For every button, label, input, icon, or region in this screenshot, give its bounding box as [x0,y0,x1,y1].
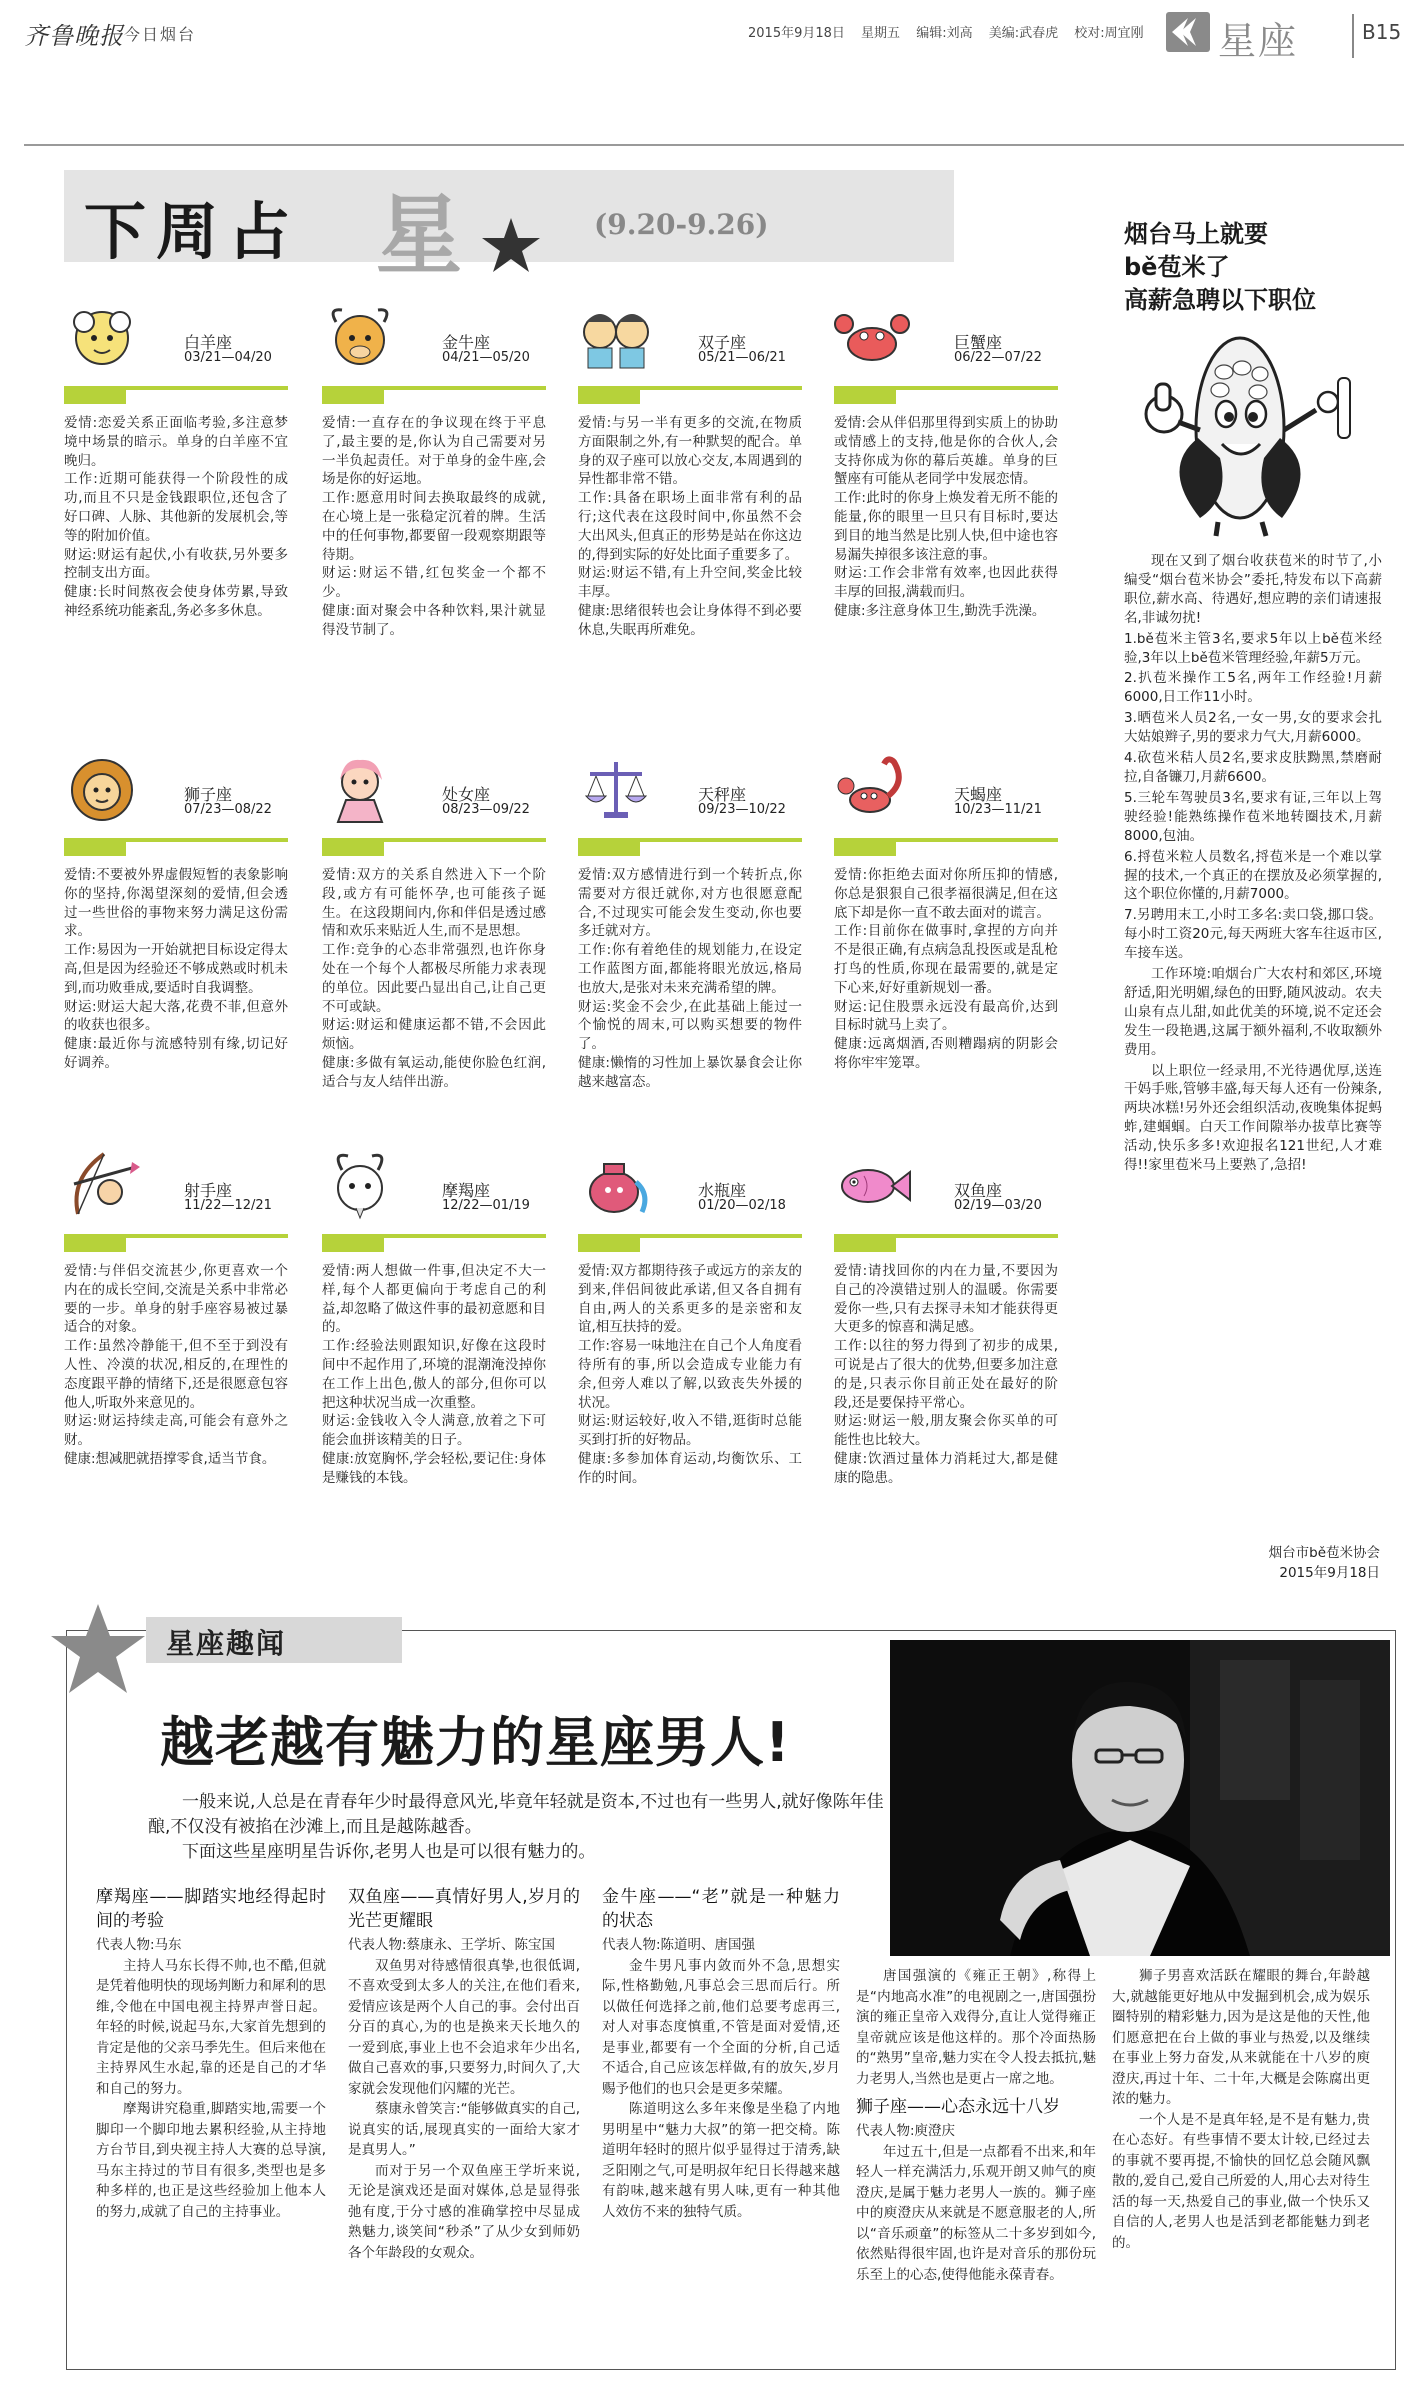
feature-section-title: 双鱼座——真情好男人,岁月的光芒更耀眼 [348,1887,580,1931]
banner-title-big: 星 [376,185,462,286]
forecast-paragraph: 爱情:恋爱关系正面临考验,多注意梦境中场景的暗示。单身的白羊座不宜晚归。 [64,415,288,469]
forecast-paragraph: 爱情:会从伴侣那里得到实质上的协助或情感上的支持,他是你的合伙人,会支持你成为你的幕后英雄。单身的巨蟹座有可能从老同学中发展恋情。 [834,415,1058,488]
sidebar-title-line: bě苞米了 [1124,253,1230,281]
forecast-paragraph: 财运:工作会非常有效率,也因此获得丰厚的回报,满载而归。 [834,565,1058,601]
zodiac-name: 水瓶座 [698,1181,747,1200]
forecast-paragraph: 工作:易因为一开始就把目标设定得太高,但是因为经验还不够成熟或时机未到,而功败垂成,要适时自我调整。 [64,942,288,996]
zodiac-forecast [834,866,1058,1073]
feature-paragraph: 唐国强演的《雍正王朝》,称得上是“内地高水准”的电视剧之一,唐国强扮演的雍正皇帝入戏得分,直让人觉得雍正皇帝就应该是他这样的。那个冷面热肠的“熟男”皇帝,魅力实在令人投去抵抗,魅力老男人,当然也是更占一席之地。 [856,1968,1096,2087]
zodiac-name: 白羊座 [184,333,233,352]
forecast-paragraph: 工作:竞争的心态非常强烈,也许你身处在一个每个人都极尽所能力求表现的单位。因此要凸显出自己,让自己更不可或缺。 [322,942,546,1015]
header-meta [748,22,1156,41]
feature-column-leo [1112,1966,1370,2253]
zodiac-dates: 05/21—06/21 [698,350,786,365]
virgo-icon [322,752,400,824]
star-icon [480,216,542,278]
forecast-paragraph: 爱情:两人想做一件事,但决定不大一样,每个人都更偏向于考虑自己的利益,却忽略了做这件事的最初意愿和目的。 [322,1263,546,1336]
feature-section-title: 金牛座——“老”就是一种魅力的状态 [602,1887,840,1931]
sidebar-body [1124,552,1382,1177]
feature-column-tang [856,1966,1096,2285]
zodiac-divider [322,838,546,858]
forecast-paragraph: 财运:财运有起伏,小有收获,另外要多控制支出方面。 [64,546,288,582]
zodiac-name: 巨蟹座 [954,333,1003,352]
header-rule [24,144,1404,146]
zodiac-divider [834,386,1058,406]
forecast-paragraph: 财运:财运大起大落,花费不菲,但意外的收获也很多。 [64,998,288,1034]
feature-paragraph: 摩羯讲究稳重,脚踏实地,需要一个脚印一个脚印地去累积经验,从主持地方台节目,到央视主持人大赛的总导演,马东主持过的节目有很多,类型也是多种多样的,也正是这些经验加上他本人的努力,成就了自己的主持事业。 [96,2101,326,2220]
section-name: 星座 [1218,19,1299,63]
zodiac-divider [64,386,288,406]
zodiac-dates: 01/20—02/18 [698,1198,786,1213]
zodiac-forecast [834,1262,1058,1488]
forecast-paragraph: 健康:面对聚会中各种饮料,果汁就显得没节制了。 [322,602,546,638]
forecast-paragraph: 工作:经验法则跟知识,好像在这段时间中不起作用了,环境的混潮淹没掉你在工作上出色,傲人的部分,但你可以把这种状况当成一次重整。 [322,1338,546,1411]
forecast-paragraph: 健康:思绪很转也会让身体得不到必要休息,失眠再所难免。 [578,602,802,638]
zodiac-divider [64,1234,288,1254]
banner-date-range: (9.20-9.26) [594,208,769,241]
zodiac-forecast [322,414,546,640]
zodiac-forecast [64,866,288,1073]
forecast-paragraph: 财运:财运不错,红包奖金一个都不少。 [322,565,546,601]
goat-icon [322,1148,400,1220]
zodiac-dates: 02/19—03/20 [954,1198,1042,1213]
forecast-paragraph: 财运:财运和健康运都不错,不会因此烦恼。 [322,1017,546,1053]
zodiac-divider [64,838,288,858]
forecast-paragraph: 健康:放宽胸怀,学会轻松,要记住:身体是赚钱的本钱。 [322,1450,546,1486]
sidebar-title-line: 高薪急聘以下职位 [1124,286,1316,314]
forecast-paragraph: 财运:财运不错,有上升空间,奖金比较丰厚。 [578,565,802,601]
zodiac-divider [322,386,546,406]
zodiac-forecast [322,1262,546,1488]
forecast-paragraph: 工作:虽然冷静能干,但不至于到没有人性、冷漠的状况,相反的,在理性的态度跟平静的情绪下,还是很愿意包容他人,听取外来意见的。 [64,1338,288,1411]
twins-icon [578,300,656,372]
forecast-paragraph: 工作:此时的你身上焕发着无所不能的能量,你的眼里一旦只有目标时,要达到目的地当然是比别人快,但中途也容易漏失掉很多该注意的事。 [834,490,1058,563]
forecast-paragraph: 爱情:双方的关系自然进入下一个阶段,或方有可能怀孕,也可能孩子诞生。在这段期间内,你和伴侣是透过感情和欢乐来贴近人生,而不是思想。 [322,867,546,940]
zodiac-name: 射手座 [184,1181,233,1200]
forecast-paragraph: 健康:长时间熬夜会使身体劳累,导致神经系统功能紊乱,务必多多休息。 [64,584,288,619]
sidebar-paragraph: 以上职位一经录用,不光待遇优厚,送连干妈手账,管够丰盛,每天每人还有一份辣条,两块冰糕!另外还会组织活动,夜晚集体捉蚂蚱,建蝈蝈。白天工作间隙举办拔草比赛等活动,快乐多多!欢迎报名121世纪,人才难得!!家里苞米马上要熟了,急招! [1124,1062,1382,1174]
celebrity-photo [890,1640,1390,1956]
section-tab-icon [1166,12,1210,52]
zodiac-forecast [578,414,802,640]
zodiac-dates: 06/22—07/22 [954,350,1042,365]
feature-intro-paragraph: 下面这些星座明星告诉你,老男人也是可以很有魅力的。 [182,1842,596,1862]
zodiac-divider [834,838,1058,858]
zodiac-name: 双鱼座 [954,1181,1003,1200]
zodiac-name: 天蝎座 [954,785,1003,804]
feature-section-taurus [602,1885,840,2222]
forecast-paragraph: 财运:记住股票永远没有最高价,达到目标时就马上卖了。 [834,998,1058,1034]
forecast-paragraph: 爱情:一直存在的争议现在终于平息了,最主要的是,你认为自己需要对另一半负起责任。对于单身的金牛座,会场是你的好运地。 [322,415,546,488]
forecast-paragraph: 爱情:与另一半有更多的交流,在物质方面限制之外,有一种默契的配合。单身的双子座可以放心交友,本周遇到的异性都非常不错。 [578,415,802,488]
zodiac-name: 摩羯座 [442,1181,491,1200]
zodiac-name: 双子座 [698,333,747,352]
feature-paragraph: 年过五十,但是一点都看不出来,和年轻人一样充满活力,乐观开朗又帅气的庾澄庆,是属于魅力老男人一族的。狮子座中的庾澄庆从来就是不愿意服老的人,所以“音乐顽童”的标签从二十多岁到如今,依然贴得很牢固,也许是对音乐的那份玩乐至上的心态,使得他能永葆青春。 [856,2143,1096,2283]
feature-section-rep: 代表人物:陈道明、唐国强 [602,1937,756,1953]
ram-icon [64,300,142,372]
column-name: 今日烟台 [124,25,197,44]
forecast-paragraph: 工作:容易一味地注在自己个人角度看待所有的事,所以会造成专业能力有余,但旁人难以了解,以致丧失外援的状况。 [578,1338,802,1411]
zodiac-forecast [834,414,1058,621]
sidebar-paragraph: 现在又到了烟台收获苞米的时节了,小编受“烟台苞米协会”委托,特发布以下高薪职位,薪水高、待遇好,想应聘的亲们请速报名,非诚勿扰! [1124,553,1382,626]
feature-section-title: 狮子座——心态永远十八岁 [856,2097,1060,2117]
forecast-paragraph: 健康:懒惰的习性加上暴饮暴食会让你越来越富态。 [578,1054,802,1090]
art-editor-credit: 美编:武春虎 [988,26,1059,41]
banner-title: 下周占 [84,195,301,268]
sidebar-job: 7.另聘用末工,小时工多名:卖口袋,挪口袋。每小时工资20元,每天两班大客车往返市区,车接车送。 [1124,907,1382,962]
feature-paragraph: 双鱼男对待感情很真挚,也很低调,不喜欢受到太多人的关注,在他们看来,爱情应该是两个人自己的事。会付出百分百的真心,为的也是换来天长地久的一爱到底,事业上也不会追求年少出名,做自己喜欢的事,只要努力,时间久了,大家就会发现他们闪耀的光芒。 [348,1957,580,2097]
sidebar-job: 3.晒苞米人员2名,一女一男,女的要求会扎大姑娘辫子,男的要求力气大,月薪6000。 [1124,710,1382,746]
zodiac-dates: 09/23—10/22 [698,802,786,817]
zodiac-forecast [578,1262,802,1488]
forecast-paragraph: 财运:财运较好,收入不错,逛街时总能买到打折的好物品。 [578,1413,802,1449]
forecast-paragraph: 工作:近期可能获得一个阶段性的成功,而且不只是金钱跟职位,还包含了好口碑、人脉、其他新的发展机会,等等的附加价值。 [64,471,288,544]
forecast-paragraph: 工作:愿意用时间去换取最终的成就,在心境上是一张稳定沉着的牌。生活中的任何事物,都要留一段观察期跟等待期。 [322,490,546,563]
editor-credit: 编辑:刘高 [916,26,973,41]
feature-tag: 星座趣闻 [166,1627,287,1660]
star-icon [48,1602,148,1700]
zodiac-name: 天秤座 [698,785,747,804]
feature-section-rep: 代表人物:蔡康永、王学圻、陈宝国 [348,1937,556,1953]
zodiac-divider [578,838,802,858]
crab-icon [834,300,912,372]
sidebar-job: 2.扒苞米操作工5名,两年工作经验!月薪6000,日工作11小时。 [1124,670,1382,706]
feature-paragraph: 狮子男喜欢活跃在耀眼的舞台,年龄越大,就越能更好地从中发掘到机会,成为娱乐圈特别的精彩魅力,因为是这是他的天性,他们愿意把在台上做的事业与热爱,以及继续在事业上努力奋发,从来就能在十八岁的庾澄庆,再过十年、二十年,大概是会陈腐出更浓的魅力。 [1112,1968,1370,2107]
zodiac-divider [578,386,802,406]
sidebar-paragraph: 工作环境:咱烟台广大农村和郊区,环境舒适,阳光明媚,绿色的田野,随风波动。农夫山泉有点儿甜,如此优美的环境,说不定还会发生一段艳遇,这属于额外福利,不收取额外费用。 [1124,966,1382,1058]
newspaper-logo: 齐鲁晚报 [24,22,124,50]
zodiac-divider [578,1234,802,1254]
forecast-paragraph: 健康:饮酒过量体力消耗过大,都是健康的隐患。 [834,1450,1058,1486]
zodiac-name: 狮子座 [184,785,233,804]
forecast-paragraph: 工作:以往的努力得到了初步的成果,可说是占了很大的优势,但要多加注意的是,只表示你目前正处在最好的阶段,还是要保持平常心。 [834,1338,1058,1411]
corn-mascot-icon [1120,318,1360,542]
feature-section-capricorn [96,1885,326,2222]
forecast-paragraph: 爱情:双方感情进行到一个转折点,你需要对方很迁就你,对方也很愿意配合,不过现实可能会发生变动,你也要多迁就对方。 [578,867,802,940]
forecast-paragraph: 工作:目前你在做事时,拿捏的方向并不是很正确,有点病急乱投医或是乱枪打鸟的性质,你现在最需要的,就是定下心来,好好重新规划一番。 [834,923,1058,996]
forecast-paragraph: 健康:想减肥就捂撑零食,适当节食。 [64,1450,276,1467]
forecast-paragraph: 爱情:你拒绝去面对你所压抑的情感,你总是狠狠自己很孝福很满足,但在这底下却是你一直不敢去面对的谎言。 [834,867,1058,921]
bull-icon [322,300,400,372]
zodiac-forecast [578,866,802,1092]
forecast-paragraph: 健康:远离烟酒,否则糟蹋病的阴影会将你牢牢笼罩。 [834,1036,1058,1071]
feature-paragraph: 一个人是不是真年轻,是不是有魅力,贵在心态好。有些事情不要太计较,已经过去的事就不要再提,不愉快的回忆总会随风飘散的,爱自己,爱自己所爱的人,用心去对待生活的每一天,热爱自己的事业,做一个快乐又自信的人,老男人也是活到老都能魅力到老的。 [1112,2111,1370,2251]
zodiac-dates: 03/21—04/20 [184,350,272,365]
page-number: B15 [1362,20,1402,44]
sidebar-signature-date: 2015年9月18日 [1279,1565,1380,1581]
zodiac-dates: 07/23—08/22 [184,802,272,817]
sidebar-title [1124,218,1384,317]
forecast-paragraph: 财运:财运一般,朋友聚会你买单的可能性也比较大。 [834,1413,1058,1449]
forecast-paragraph: 财运:财运持续走高,可能会有意外之财。 [64,1413,288,1449]
forecast-paragraph: 爱情:与伴侣交流甚少,你更喜欢一个内在的成长空间,交流是关系中非常必要的一步。单身的射手座容易被过暴适合的对象。 [64,1263,288,1336]
feature-section-pisces [348,1885,580,2263]
forecast-paragraph: 爱情:请找回你的内在力量,不要因为自己的冷漠错过别人的温暖。你需要爱你一些,只有去探寻未知才能获得更大更多的惊喜和满足感。 [834,1263,1058,1336]
feature-section-rep: 代表人物:马东 [96,1937,182,1953]
forecast-paragraph: 爱情:双方都期待孩子或远方的亲友的到来,伴侣间彼此承诺,但又各自拥有自由,两人的关系更多的是亲密和友谊,相互扶持的爱。 [578,1263,802,1336]
feature-title: 越老越有魅力的星座男人! [160,1711,791,1774]
forecast-paragraph: 爱情:不要被外界虚假短暂的表象影响你的坚持,你渴望深刻的爱情,但会透过一些世俗的事物来努力满足这份需求。 [64,867,288,940]
forecast-paragraph: 健康:最近你与流感特别有缘,切记好好调养。 [64,1036,288,1071]
waterbearer-icon [578,1148,656,1220]
forecast-paragraph: 工作:具备在职场上面非常有利的品行;这代表在这段时间中,你虽然不会大出风头,但真正的形势是站在你这边的,得到实际的好处比面子重要多了。 [578,490,802,563]
sidebar-job: 1.bě苞米主管3名,要求5年以上bě苞米经验,3年以上bě苞米管理经验,年薪5万元。 [1124,630,1382,666]
sidebar-job: 5.三轮车驾驶员3名,要求有证,三年以上驾驶经验!能熟练操作苞米地转圈技术,月薪8000,包油。 [1124,789,1382,844]
feature-section-title: 摩羯座——脚踏实地经得起时间的考验 [96,1887,326,1931]
sidebar-signature [1180,1543,1380,1583]
issue-date: 2015年9月18日 [748,26,845,41]
feature-section-rep: 代表人物:庾澄庆 [856,2123,956,2139]
fish-icon [834,1148,912,1220]
zodiac-dates: 04/21—05/20 [442,350,530,365]
zodiac-dates: 08/23—09/22 [442,802,530,817]
zodiac-forecast [64,414,288,621]
feature-intro-paragraph: 一般来说,人总是在青春年少时最得意风光,毕竟年轻就是资本,不过也有一些男人,就好像陈年佳酿,不仅没有被掐在沙滩上,而且是越陈越香。 [148,1792,884,1837]
feature-intro [148,1790,888,1865]
sidebar-job: 6.捋苞米粒人员数名,捋苞米是一个难以掌握的技术,一个真正的在摆放及必须掌握的,这个职位你懂的,月薪7000。 [1124,848,1382,903]
issue-weekday: 星期五 [861,26,901,41]
sidebar-title-line: 烟台马上就要 [1124,220,1268,248]
forecast-paragraph: 财运:奖金不会少,在此基础上能过一个愉悦的周末,可以购买想要的物件了。 [578,998,802,1053]
zodiac-dates: 11/22—12/21 [184,1198,272,1213]
feature-paragraph: 而对于另一个双鱼座王学圻来说,无论是演戏还是面对媒体,总是显得张弛有度,于分寸感的准确掌控中尽显成熟魅力,谈笑间“秒杀”了从少女到师奶各个年龄段的女观众。 [348,2162,580,2261]
zodiac-forecast [64,1262,288,1469]
feature-paragraph: 陈道明这么多年来像是坐稳了内地男明星中“魅力大叔”的第一把交椅。陈道明年轻时的照片似乎显得过于清秀,缺乏阳刚之气,可是明叔年纪日长得越来越有韵味,越来越有男人味,更有一种其他人效仿不来的独特气质。 [602,2101,840,2220]
zodiac-dates: 12/22—01/19 [442,1198,530,1213]
lion-icon [64,752,142,824]
archer-icon [64,1148,142,1220]
feature-paragraph: 蔡康永曾笑言:“能够做真实的自己,说真实的话,展现真实的一面给大家才是真男人。” [348,2101,580,2158]
header-divider [1352,14,1354,58]
zodiac-divider [834,1234,1058,1254]
zodiac-divider [322,1234,546,1254]
zodiac-forecast [322,866,546,1092]
zodiac-name: 金牛座 [442,333,491,352]
libra-icon [578,752,656,824]
sidebar-signature-org: 烟台市bě苞米协会 [1268,1545,1380,1561]
zodiac-name: 处女座 [442,785,491,804]
forecast-paragraph: 财运:金钱收入令人满意,放着之下可能会血拼该精美的日子。 [322,1413,546,1449]
sidebar-job: 4.砍苞米秸人员2名,要求皮肤黝黑,禁磨耐拉,自备镰刀,月薪6600。 [1124,750,1382,785]
forecast-paragraph: 工作:你有着绝佳的规划能力,在设定工作蓝图方面,都能将眼光放远,格局也放大,是张对未来充满希望的牌。 [578,942,802,996]
zodiac-dates: 10/23—11/21 [954,802,1042,817]
feature-paragraph: 金牛男凡事内敛而外不急,思想实际,性格勤勉,凡事总会三思而后行。所以做任何选择之前,他们总要考虑再三,对人对事态度慎重,不管是面对爱情,还是事业,都要有一个全面的分析,自己适不适合,自己应该怎样做,有的放矢,岁月赐予他们的也只会是更多荣耀。 [602,1957,840,2097]
proofreader-credit: 校对:周宜刚 [1074,26,1144,41]
scorpion-icon [834,752,912,824]
forecast-paragraph: 健康:多参加体育运动,均衡饮乐、工作的时间。 [578,1450,802,1486]
forecast-paragraph: 健康:多做有氧运动,能使你脸色红润,适合与友人结伴出游。 [322,1054,546,1090]
forecast-paragraph: 健康:多注意身体卫生,勤洗手洗澡。 [834,602,1046,619]
feature-paragraph: 主持人马东长得不帅,也不酷,但就是凭着他明快的现场判断力和犀利的思维,令他在中国电视主持界声誉日起。年轻的时候,说起马东,大家首先想到的肯定是他的父亲马季先生。但后来他在主持界风生水起,靠的还是自己的才华和自己的努力。 [96,1957,326,2097]
